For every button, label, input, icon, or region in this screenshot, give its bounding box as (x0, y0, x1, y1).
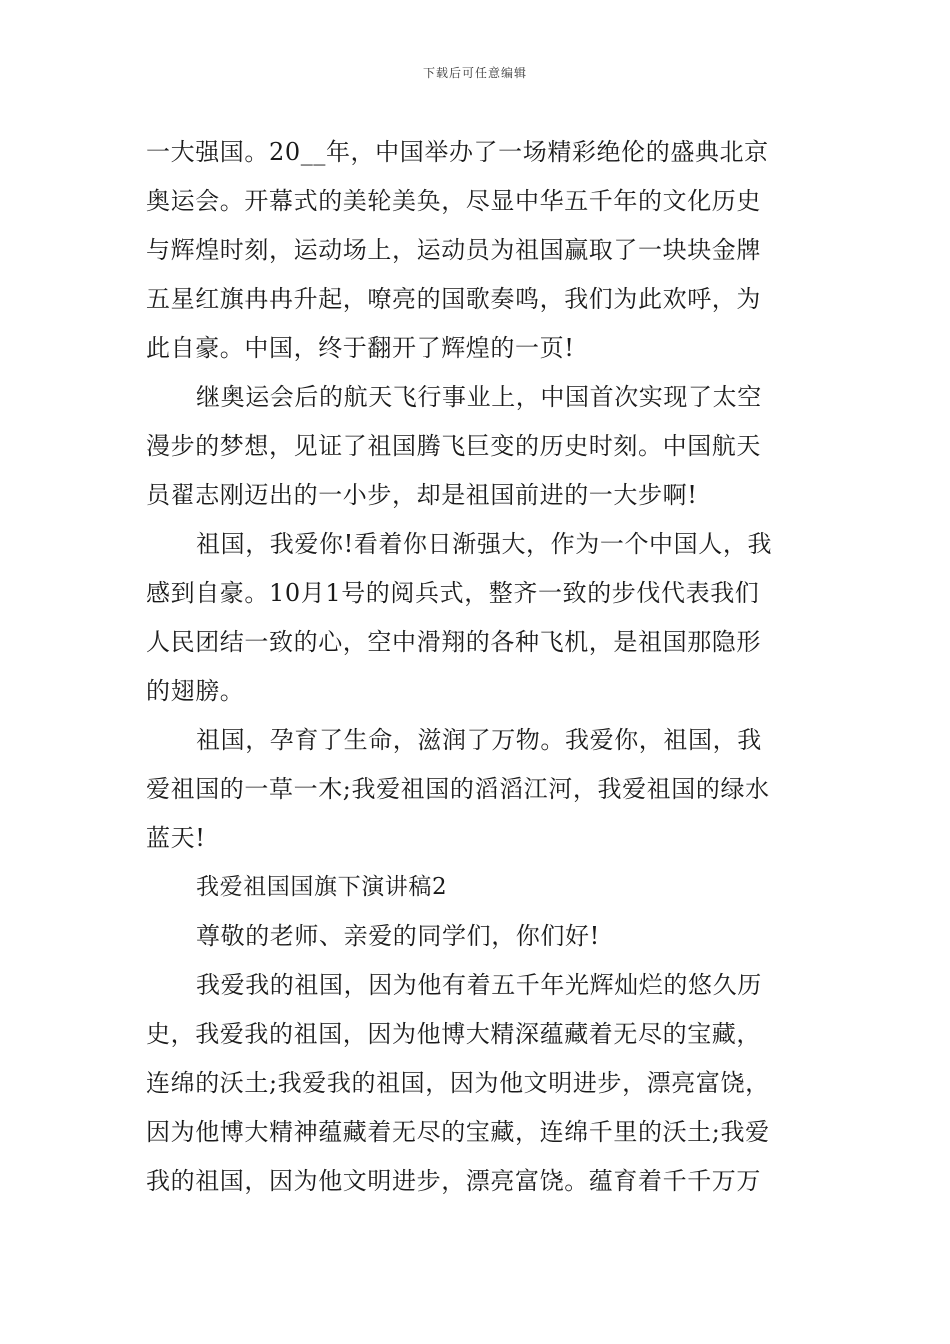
text-line: 连绵的沃土;我爱我的祖国，因为他文明进步，漂亮富饶， (146, 1069, 770, 1097)
text-line: 的翅膀。 (146, 677, 245, 705)
text-line: 五星红旗冉冉升起，嘹亮的国歌奏鸣，我们为此欢呼，为 (146, 285, 761, 313)
text-line: 因为他博大精神蕴藏着无尽的宝藏，连绵千里的沃土;我爱 (146, 1118, 770, 1146)
text-line: 员翟志刚迈出的一小步，却是祖国前进的一大步啊! (146, 481, 698, 509)
text-line: 祖国，我爱你!看着你日渐强大，作为一个中国人，我 (196, 530, 773, 558)
text-line: 奥运会。开幕式的美轮美奂，尽显中华五千年的文化历史 (146, 187, 761, 215)
document-body (146, 128, 810, 1206)
salutation-line: 尊敬的老师、亲爱的同学们，你们好! (196, 922, 600, 950)
text-line: 人民团结一致的心，空中滑翔的各种飞机，是祖国那隐形 (146, 628, 761, 656)
text-line: 感到自豪。10月1号的阅兵式，整齐一致的步伐代表我们 (146, 579, 760, 607)
page-header: 下载后可任意编辑 (422, 66, 527, 80)
text-line: 我的祖国，因为他文明进步，漂亮富饶。蕴育着千千万万 (146, 1167, 761, 1195)
text-line: 一大强国。20__年，中国举办了一场精彩绝伦的盛典北京 (146, 138, 769, 166)
text-line: 漫步的梦想，见证了祖国腾飞巨变的历史时刻。中国航天 (146, 432, 761, 460)
text-line: 爱祖国的一草一木;我爱祖国的滔滔江河，我爱祖国的绿水 (146, 775, 770, 803)
text-line: 此自豪。中国，终于翻开了辉煌的一页! (146, 334, 575, 362)
section-title: 我爱祖国国旗下演讲稿2 (196, 874, 448, 900)
text-line: 蓝天! (146, 824, 206, 852)
text-line: 与辉煌时刻，运动场上，运动员为祖国赢取了一块块金牌 (146, 236, 761, 264)
text-line: 祖国，孕育了生命，滋润了万物。我爱你，祖国，我 (196, 726, 762, 754)
text-line: 继奥运会后的航天飞行事业上，中国首次实现了太空 (196, 383, 762, 411)
text-line: 史，我爱我的祖国，因为他博大精深蕴藏着无尽的宝藏， (146, 1020, 761, 1048)
text-line: 我爱我的祖国，因为他有着五千年光辉灿烂的悠久历 (196, 971, 762, 999)
